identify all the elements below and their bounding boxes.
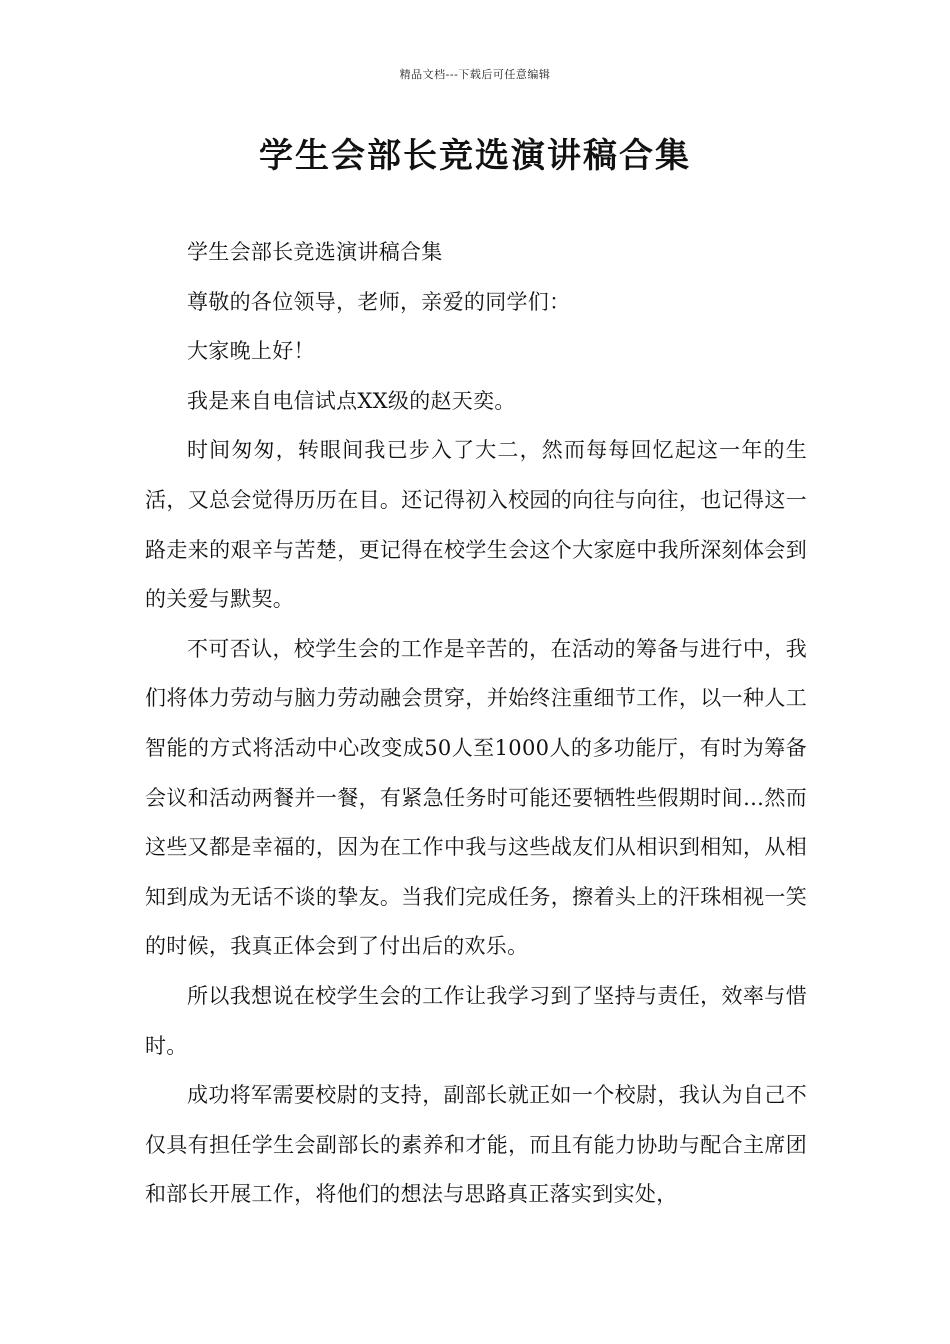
paragraph-body: 成功将军需要校尉的支持，副部长就正如一个校尉，我认为自己不仅具有担任学生会副部长的素养和才能，而且有能力协助与配合主席团和部长开展工作，将他们的想法与思路真正落实到实处， [145,1083,807,1207]
paragraph-introduction: 我是来自电信试点XX级的赵天奕。 [187,388,516,413]
paragraph-body: 所以我想说在校学生会的工作让我学习到了坚持与责任，效率与惜时。 [145,983,807,1058]
document-body [145,228,807,1220]
paragraph-body: 不可否认，校学生会的工作是辛苦的，在活动的筹备与进行中，我们将体力劳动与脑力劳动融会贯穿，并始终注重细节工作，以一种人工智能的方式将活动中心改变成50人至1000人的多功能厅，有时为筹备会议和活动两餐并一餐，有紧急任务时可能还要牺牲些假期时间…然而这些又都是幸福的，因为在工作中我与这些战友们从相识到相知，从相知到成为无话不谈的挚友。当我们完成任务，擦着头上的汗珠相视一笑的时候，我真正体会到了付出后的欢乐。 [145,636,807,959]
paragraph-subtitle: 学生会部长竞选演讲稿合集 [187,240,443,264]
paragraph-body: 时间匆匆，转眼间我已步入了大二，然而每每回忆起这一年的生活，又总会觉得历历在目。还记得初入校园的向往与向往，也记得这一路走来的艰辛与苦楚，更记得在校学生会这个大家庭中我所深刻体会到的关爱与默契。 [145,438,807,612]
header-note: 精品文档---下载后可任意编辑 [399,68,551,81]
document-title: 学生会部长竞选演讲稿合集 [259,136,691,176]
paragraph-salutation: 尊敬的各位领导，老师，亲爱的同学们： [187,289,571,314]
paragraph-greeting: 大家晚上好！ [187,339,315,364]
